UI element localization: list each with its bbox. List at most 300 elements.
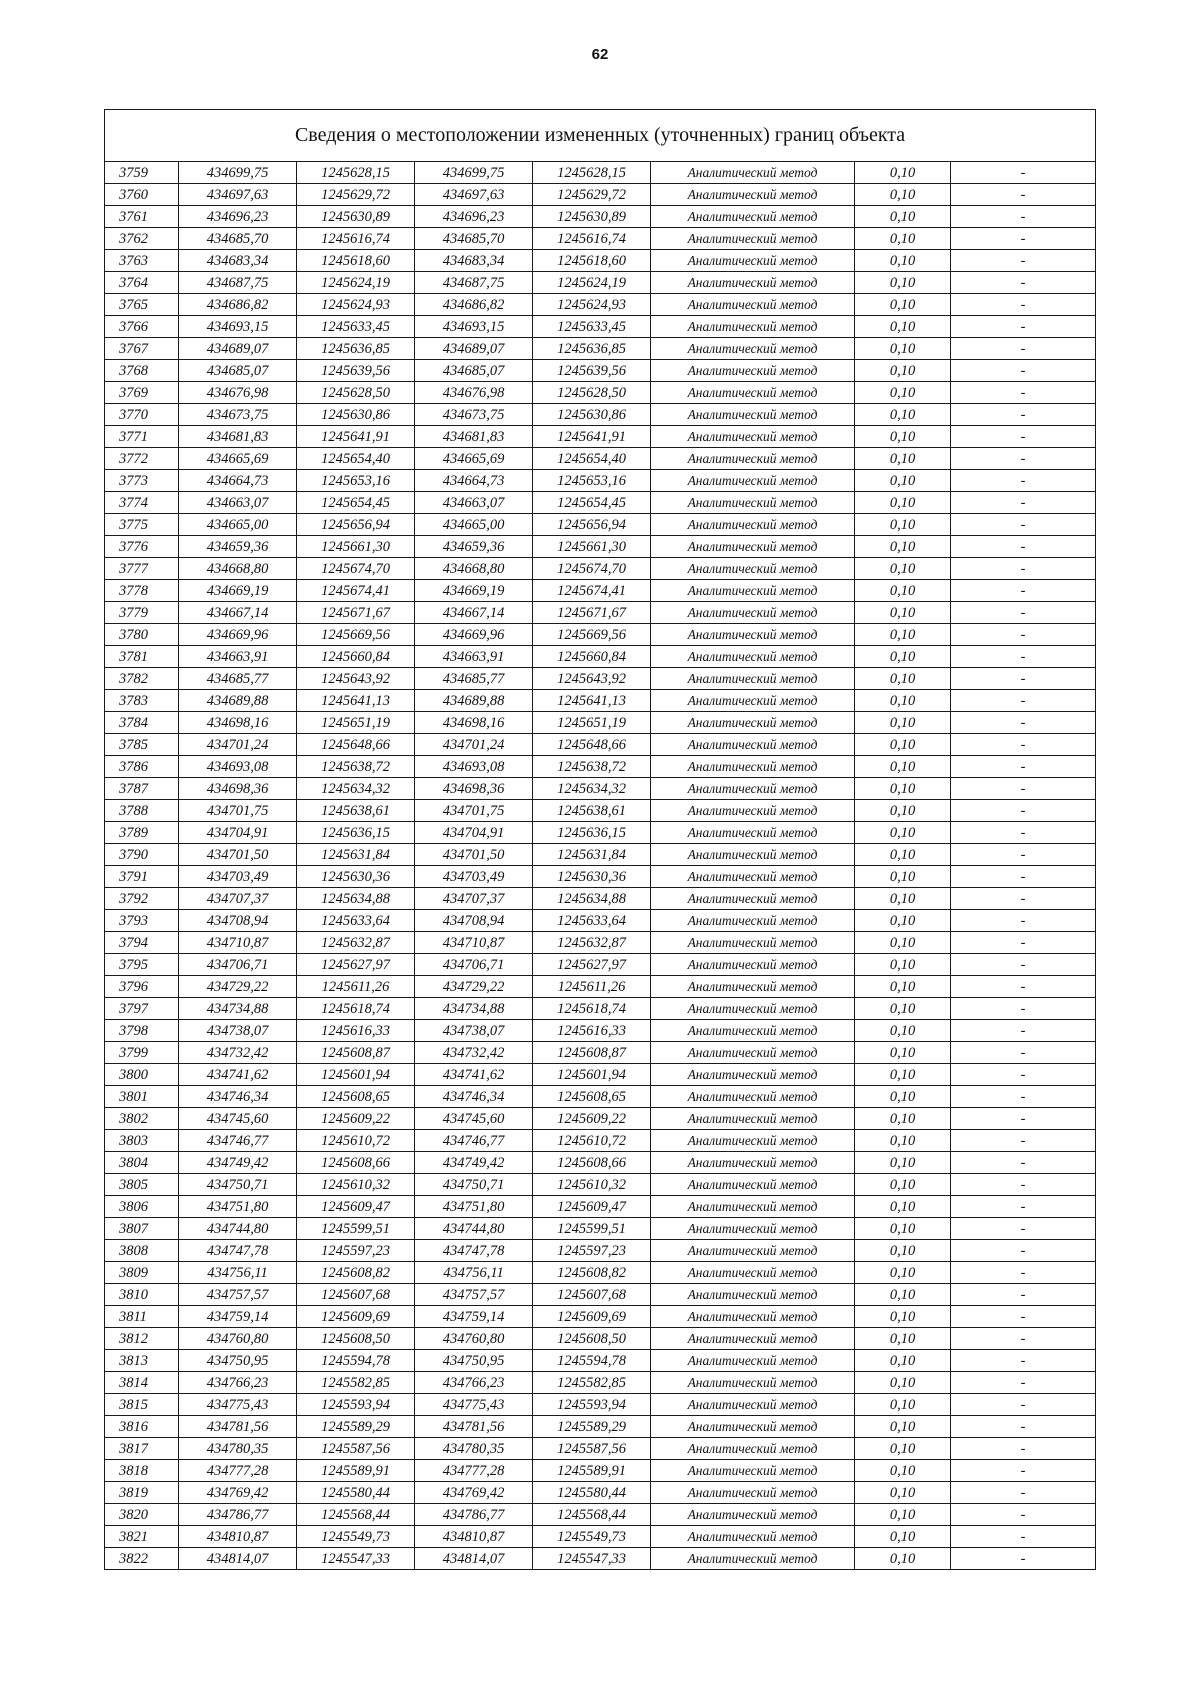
y-coordinate-new: 1245624,93 — [533, 294, 651, 316]
y-coordinate-new: 1245636,85 — [533, 338, 651, 360]
method-cell: Аналитический метод — [651, 1372, 855, 1394]
note-cell: - — [951, 1152, 1096, 1174]
y-coordinate-new: 1245589,29 — [533, 1416, 651, 1438]
point-number: 3780 — [105, 624, 179, 646]
table-row — [105, 228, 1096, 250]
precision-cell: 0,10 — [855, 1482, 951, 1504]
table-row — [105, 294, 1096, 316]
method-cell: Аналитический метод — [651, 1394, 855, 1416]
x-coordinate-old: 434699,75 — [179, 162, 297, 184]
x-coordinate-new: 434685,07 — [415, 360, 533, 382]
precision-cell: 0,10 — [855, 1548, 951, 1570]
method-cell: Аналитический метод — [651, 1042, 855, 1064]
point-number: 3774 — [105, 492, 179, 514]
note-cell: - — [951, 1042, 1096, 1064]
note-cell: - — [951, 1218, 1096, 1240]
y-coordinate-old: 1245628,15 — [297, 162, 415, 184]
precision-cell: 0,10 — [855, 800, 951, 822]
note-cell: - — [951, 1174, 1096, 1196]
precision-cell: 0,10 — [855, 822, 951, 844]
point-number: 3783 — [105, 690, 179, 712]
method-cell: Аналитический метод — [651, 294, 855, 316]
note-cell: - — [951, 734, 1096, 756]
note-cell: - — [951, 1526, 1096, 1548]
table-row — [105, 800, 1096, 822]
method-cell: Аналитический метод — [651, 602, 855, 624]
y-coordinate-old: 1245656,94 — [297, 514, 415, 536]
note-cell: - — [951, 624, 1096, 646]
precision-cell: 0,10 — [855, 998, 951, 1020]
table-row — [105, 734, 1096, 756]
table-row — [105, 602, 1096, 624]
x-coordinate-old: 434751,80 — [179, 1196, 297, 1218]
y-coordinate-old: 1245616,74 — [297, 228, 415, 250]
x-coordinate-new: 434734,88 — [415, 998, 533, 1020]
method-cell: Аналитический метод — [651, 976, 855, 998]
note-cell: - — [951, 162, 1096, 184]
method-cell: Аналитический метод — [651, 162, 855, 184]
method-cell: Аналитический метод — [651, 910, 855, 932]
y-coordinate-new: 1245609,22 — [533, 1108, 651, 1130]
note-cell: - — [951, 294, 1096, 316]
y-coordinate-old: 1245638,61 — [297, 800, 415, 822]
x-coordinate-old: 434750,95 — [179, 1350, 297, 1372]
y-coordinate-new: 1245632,87 — [533, 932, 651, 954]
y-coordinate-old: 1245628,50 — [297, 382, 415, 404]
point-number: 3773 — [105, 470, 179, 492]
note-cell: - — [951, 1108, 1096, 1130]
method-cell: Аналитический метод — [651, 1284, 855, 1306]
table-row — [105, 558, 1096, 580]
y-coordinate-new: 1245630,89 — [533, 206, 651, 228]
x-coordinate-new: 434704,91 — [415, 822, 533, 844]
x-coordinate-old: 434759,14 — [179, 1306, 297, 1328]
table-row — [105, 866, 1096, 888]
precision-cell: 0,10 — [855, 712, 951, 734]
y-coordinate-old: 1245633,64 — [297, 910, 415, 932]
method-cell: Аналитический метод — [651, 1416, 855, 1438]
method-cell: Аналитический метод — [651, 316, 855, 338]
precision-cell: 0,10 — [855, 976, 951, 998]
x-coordinate-new: 434673,75 — [415, 404, 533, 426]
method-cell: Аналитический метод — [651, 866, 855, 888]
y-coordinate-new: 1245609,69 — [533, 1306, 651, 1328]
note-cell: - — [951, 184, 1096, 206]
y-coordinate-new: 1245634,88 — [533, 888, 651, 910]
precision-cell: 0,10 — [855, 1218, 951, 1240]
note-cell: - — [951, 536, 1096, 558]
point-number: 3820 — [105, 1504, 179, 1526]
note-cell: - — [951, 470, 1096, 492]
precision-cell: 0,10 — [855, 206, 951, 228]
precision-cell: 0,10 — [855, 668, 951, 690]
table-row — [105, 1042, 1096, 1064]
precision-cell: 0,10 — [855, 1196, 951, 1218]
precision-cell: 0,10 — [855, 250, 951, 272]
y-coordinate-old: 1245580,44 — [297, 1482, 415, 1504]
x-coordinate-new: 434781,56 — [415, 1416, 533, 1438]
x-coordinate-old: 434665,69 — [179, 448, 297, 470]
note-cell: - — [951, 426, 1096, 448]
note-cell: - — [951, 910, 1096, 932]
precision-cell: 0,10 — [855, 1284, 951, 1306]
y-coordinate-new: 1245601,94 — [533, 1064, 651, 1086]
y-coordinate-new: 1245669,56 — [533, 624, 651, 646]
x-coordinate-old: 434745,60 — [179, 1108, 297, 1130]
y-coordinate-new: 1245580,44 — [533, 1482, 651, 1504]
note-cell: - — [951, 822, 1096, 844]
x-coordinate-new: 434669,19 — [415, 580, 533, 602]
precision-cell: 0,10 — [855, 228, 951, 250]
method-cell: Аналитический метод — [651, 932, 855, 954]
x-coordinate-new: 434766,23 — [415, 1372, 533, 1394]
point-number: 3759 — [105, 162, 179, 184]
precision-cell: 0,10 — [855, 272, 951, 294]
method-cell: Аналитический метод — [651, 448, 855, 470]
point-number: 3816 — [105, 1416, 179, 1438]
point-number: 3778 — [105, 580, 179, 602]
point-number: 3812 — [105, 1328, 179, 1350]
table-row — [105, 1218, 1096, 1240]
x-coordinate-old: 434663,91 — [179, 646, 297, 668]
table-row — [105, 1108, 1096, 1130]
note-cell: - — [951, 272, 1096, 294]
table-row — [105, 514, 1096, 536]
point-number: 3813 — [105, 1350, 179, 1372]
x-coordinate-new: 434685,70 — [415, 228, 533, 250]
point-number: 3815 — [105, 1394, 179, 1416]
x-coordinate-new: 434665,00 — [415, 514, 533, 536]
x-coordinate-new: 434685,77 — [415, 668, 533, 690]
note-cell: - — [951, 778, 1096, 800]
x-coordinate-new: 434741,62 — [415, 1064, 533, 1086]
point-number: 3782 — [105, 668, 179, 690]
point-number: 3811 — [105, 1306, 179, 1328]
x-coordinate-old: 434664,73 — [179, 470, 297, 492]
y-coordinate-old: 1245674,70 — [297, 558, 415, 580]
method-cell: Аналитический метод — [651, 514, 855, 536]
point-number: 3786 — [105, 756, 179, 778]
y-coordinate-new: 1245656,94 — [533, 514, 651, 536]
precision-cell: 0,10 — [855, 580, 951, 602]
x-coordinate-new: 434659,36 — [415, 536, 533, 558]
point-number: 3769 — [105, 382, 179, 404]
x-coordinate-old: 434777,28 — [179, 1460, 297, 1482]
precision-cell: 0,10 — [855, 162, 951, 184]
method-cell: Аналитический метод — [651, 756, 855, 778]
note-cell: - — [951, 998, 1096, 1020]
precision-cell: 0,10 — [855, 1306, 951, 1328]
table-row — [105, 1548, 1096, 1570]
precision-cell: 0,10 — [855, 844, 951, 866]
table-row — [105, 1086, 1096, 1108]
y-coordinate-old: 1245608,66 — [297, 1152, 415, 1174]
method-cell: Аналитический метод — [651, 558, 855, 580]
note-cell: - — [951, 338, 1096, 360]
x-coordinate-old: 434746,77 — [179, 1130, 297, 1152]
table-row — [105, 536, 1096, 558]
note-cell: - — [951, 932, 1096, 954]
y-coordinate-old: 1245608,65 — [297, 1086, 415, 1108]
x-coordinate-new: 434669,96 — [415, 624, 533, 646]
method-cell: Аналитический метод — [651, 536, 855, 558]
x-coordinate-new: 434759,14 — [415, 1306, 533, 1328]
method-cell: Аналитический метод — [651, 250, 855, 272]
point-number: 3770 — [105, 404, 179, 426]
x-coordinate-old: 434698,36 — [179, 778, 297, 800]
y-coordinate-new: 1245594,78 — [533, 1350, 651, 1372]
y-coordinate-old: 1245608,87 — [297, 1042, 415, 1064]
y-coordinate-new: 1245631,84 — [533, 844, 651, 866]
note-cell: - — [951, 1482, 1096, 1504]
precision-cell: 0,10 — [855, 1394, 951, 1416]
y-coordinate-old: 1245609,69 — [297, 1306, 415, 1328]
precision-cell: 0,10 — [855, 536, 951, 558]
x-coordinate-old: 434669,96 — [179, 624, 297, 646]
y-coordinate-old: 1245660,84 — [297, 646, 415, 668]
y-coordinate-old: 1245594,78 — [297, 1350, 415, 1372]
note-cell: - — [951, 690, 1096, 712]
method-cell: Аналитический метод — [651, 1350, 855, 1372]
y-coordinate-new: 1245568,44 — [533, 1504, 651, 1526]
precision-cell: 0,10 — [855, 778, 951, 800]
y-coordinate-old: 1245589,91 — [297, 1460, 415, 1482]
point-number: 3771 — [105, 426, 179, 448]
x-coordinate-new: 434668,80 — [415, 558, 533, 580]
y-coordinate-old: 1245630,36 — [297, 866, 415, 888]
y-coordinate-old: 1245547,33 — [297, 1548, 415, 1570]
table-row — [105, 646, 1096, 668]
note-cell: - — [951, 1548, 1096, 1570]
y-coordinate-new: 1245618,74 — [533, 998, 651, 1020]
method-cell: Аналитический метод — [651, 844, 855, 866]
note-cell: - — [951, 800, 1096, 822]
x-coordinate-old: 434738,07 — [179, 1020, 297, 1042]
point-number: 3768 — [105, 360, 179, 382]
method-cell: Аналитический метод — [651, 580, 855, 602]
x-coordinate-old: 434729,22 — [179, 976, 297, 998]
y-coordinate-old: 1245632,87 — [297, 932, 415, 954]
y-coordinate-old: 1245618,60 — [297, 250, 415, 272]
note-cell: - — [951, 1372, 1096, 1394]
method-cell: Аналитический метод — [651, 1482, 855, 1504]
point-number: 3798 — [105, 1020, 179, 1042]
y-coordinate-old: 1245611,26 — [297, 976, 415, 998]
y-coordinate-new: 1245660,84 — [533, 646, 651, 668]
y-coordinate-old: 1245597,23 — [297, 1240, 415, 1262]
note-cell: - — [951, 1020, 1096, 1042]
x-coordinate-old: 434775,43 — [179, 1394, 297, 1416]
note-cell: - — [951, 206, 1096, 228]
x-coordinate-new: 434707,37 — [415, 888, 533, 910]
x-coordinate-old: 434734,88 — [179, 998, 297, 1020]
table-row — [105, 1196, 1096, 1218]
table-row — [105, 976, 1096, 998]
y-coordinate-new: 1245633,64 — [533, 910, 651, 932]
table-row — [105, 580, 1096, 602]
precision-cell: 0,10 — [855, 646, 951, 668]
point-number: 3818 — [105, 1460, 179, 1482]
y-coordinate-new: 1245633,45 — [533, 316, 651, 338]
table-row — [105, 426, 1096, 448]
x-coordinate-old: 434766,23 — [179, 1372, 297, 1394]
x-coordinate-new: 434697,63 — [415, 184, 533, 206]
method-cell: Аналитический метод — [651, 690, 855, 712]
precision-cell: 0,10 — [855, 1130, 951, 1152]
x-coordinate-old: 434685,70 — [179, 228, 297, 250]
x-coordinate-old: 434732,42 — [179, 1042, 297, 1064]
y-coordinate-old: 1245608,82 — [297, 1262, 415, 1284]
precision-cell: 0,10 — [855, 1350, 951, 1372]
y-coordinate-new: 1245597,23 — [533, 1240, 651, 1262]
table-row — [105, 1350, 1096, 1372]
x-coordinate-new: 434810,87 — [415, 1526, 533, 1548]
note-cell: - — [951, 1262, 1096, 1284]
table-row — [105, 624, 1096, 646]
y-coordinate-old: 1245669,56 — [297, 624, 415, 646]
note-cell: - — [951, 580, 1096, 602]
x-coordinate-new: 434746,34 — [415, 1086, 533, 1108]
y-coordinate-new: 1245610,72 — [533, 1130, 651, 1152]
y-coordinate-old: 1245624,19 — [297, 272, 415, 294]
precision-cell: 0,10 — [855, 1262, 951, 1284]
point-number: 3796 — [105, 976, 179, 998]
y-coordinate-new: 1245661,30 — [533, 536, 651, 558]
y-coordinate-new: 1245641,13 — [533, 690, 651, 712]
y-coordinate-new: 1245638,72 — [533, 756, 651, 778]
y-coordinate-old: 1245549,73 — [297, 1526, 415, 1548]
y-coordinate-old: 1245624,93 — [297, 294, 415, 316]
y-coordinate-old: 1245610,32 — [297, 1174, 415, 1196]
table-row — [105, 1460, 1096, 1482]
note-cell: - — [951, 1394, 1096, 1416]
y-coordinate-old: 1245631,84 — [297, 844, 415, 866]
method-cell: Аналитический метод — [651, 712, 855, 734]
x-coordinate-old: 434693,15 — [179, 316, 297, 338]
x-coordinate-new: 434749,42 — [415, 1152, 533, 1174]
y-coordinate-new: 1245628,50 — [533, 382, 651, 404]
method-cell: Аналитический метод — [651, 1064, 855, 1086]
y-coordinate-old: 1245593,94 — [297, 1394, 415, 1416]
x-coordinate-new: 434756,11 — [415, 1262, 533, 1284]
x-coordinate-new: 434703,49 — [415, 866, 533, 888]
note-cell: - — [951, 1350, 1096, 1372]
point-number: 3763 — [105, 250, 179, 272]
method-cell: Аналитический метод — [651, 360, 855, 382]
y-coordinate-new: 1245608,82 — [533, 1262, 651, 1284]
point-number: 3790 — [105, 844, 179, 866]
point-number: 3804 — [105, 1152, 179, 1174]
x-coordinate-new: 434667,14 — [415, 602, 533, 624]
method-cell: Аналитический метод — [651, 1174, 855, 1196]
page-number: 62 — [591, 46, 609, 63]
point-number: 3821 — [105, 1526, 179, 1548]
y-coordinate-old: 1245618,74 — [297, 998, 415, 1020]
point-number: 3800 — [105, 1064, 179, 1086]
x-coordinate-old: 434781,56 — [179, 1416, 297, 1438]
table-row — [105, 272, 1096, 294]
note-cell: - — [951, 382, 1096, 404]
precision-cell: 0,10 — [855, 1372, 951, 1394]
note-cell: - — [951, 1504, 1096, 1526]
y-coordinate-new: 1245609,47 — [533, 1196, 651, 1218]
x-coordinate-new: 434708,94 — [415, 910, 533, 932]
x-coordinate-old: 434665,00 — [179, 514, 297, 536]
y-coordinate-old: 1245568,44 — [297, 1504, 415, 1526]
method-cell: Аналитический метод — [651, 272, 855, 294]
table-row — [105, 448, 1096, 470]
y-coordinate-old: 1245653,16 — [297, 470, 415, 492]
method-cell: Аналитический метод — [651, 1020, 855, 1042]
point-number: 3764 — [105, 272, 179, 294]
precision-cell: 0,10 — [855, 360, 951, 382]
x-coordinate-old: 434659,36 — [179, 536, 297, 558]
y-coordinate-new: 1245629,72 — [533, 184, 651, 206]
y-coordinate-old: 1245627,97 — [297, 954, 415, 976]
x-coordinate-old: 434749,42 — [179, 1152, 297, 1174]
note-cell: - — [951, 712, 1096, 734]
precision-cell: 0,10 — [855, 1064, 951, 1086]
y-coordinate-new: 1245636,15 — [533, 822, 651, 844]
x-coordinate-new: 434676,98 — [415, 382, 533, 404]
x-coordinate-new: 434745,60 — [415, 1108, 533, 1130]
point-number: 3765 — [105, 294, 179, 316]
x-coordinate-old: 434701,50 — [179, 844, 297, 866]
x-coordinate-new: 434777,28 — [415, 1460, 533, 1482]
method-cell: Аналитический метод — [651, 800, 855, 822]
precision-cell: 0,10 — [855, 1438, 951, 1460]
precision-cell: 0,10 — [855, 184, 951, 206]
y-coordinate-new: 1245654,45 — [533, 492, 651, 514]
point-number: 3785 — [105, 734, 179, 756]
x-coordinate-new: 434751,80 — [415, 1196, 533, 1218]
method-cell: Аналитический метод — [651, 1152, 855, 1174]
x-coordinate-new: 434687,75 — [415, 272, 533, 294]
y-coordinate-old: 1245610,72 — [297, 1130, 415, 1152]
x-coordinate-new: 434729,22 — [415, 976, 533, 998]
x-coordinate-old: 434681,83 — [179, 426, 297, 448]
precision-cell: 0,10 — [855, 426, 951, 448]
note-cell: - — [951, 492, 1096, 514]
method-cell: Аналитический метод — [651, 404, 855, 426]
y-coordinate-old: 1245636,15 — [297, 822, 415, 844]
x-coordinate-new: 434701,50 — [415, 844, 533, 866]
precision-cell: 0,10 — [855, 1328, 951, 1350]
y-coordinate-new: 1245674,41 — [533, 580, 651, 602]
note-cell: - — [951, 250, 1096, 272]
method-cell: Аналитический метод — [651, 668, 855, 690]
method-cell: Аналитический метод — [651, 1196, 855, 1218]
x-coordinate-new: 434710,87 — [415, 932, 533, 954]
table-row — [105, 1174, 1096, 1196]
precision-cell: 0,10 — [855, 1108, 951, 1130]
table-row — [105, 998, 1096, 1020]
y-coordinate-old: 1245607,68 — [297, 1284, 415, 1306]
y-coordinate-old: 1245636,85 — [297, 338, 415, 360]
point-number: 3797 — [105, 998, 179, 1020]
y-coordinate-new: 1245618,60 — [533, 250, 651, 272]
y-coordinate-new: 1245599,51 — [533, 1218, 651, 1240]
x-coordinate-new: 434663,07 — [415, 492, 533, 514]
x-coordinate-new: 434746,77 — [415, 1130, 533, 1152]
x-coordinate-old: 434708,94 — [179, 910, 297, 932]
y-coordinate-new: 1245627,97 — [533, 954, 651, 976]
method-cell: Аналитический метод — [651, 646, 855, 668]
y-coordinate-new: 1245587,56 — [533, 1438, 651, 1460]
y-coordinate-new: 1245630,86 — [533, 404, 651, 426]
note-cell: - — [951, 1306, 1096, 1328]
note-cell: - — [951, 514, 1096, 536]
